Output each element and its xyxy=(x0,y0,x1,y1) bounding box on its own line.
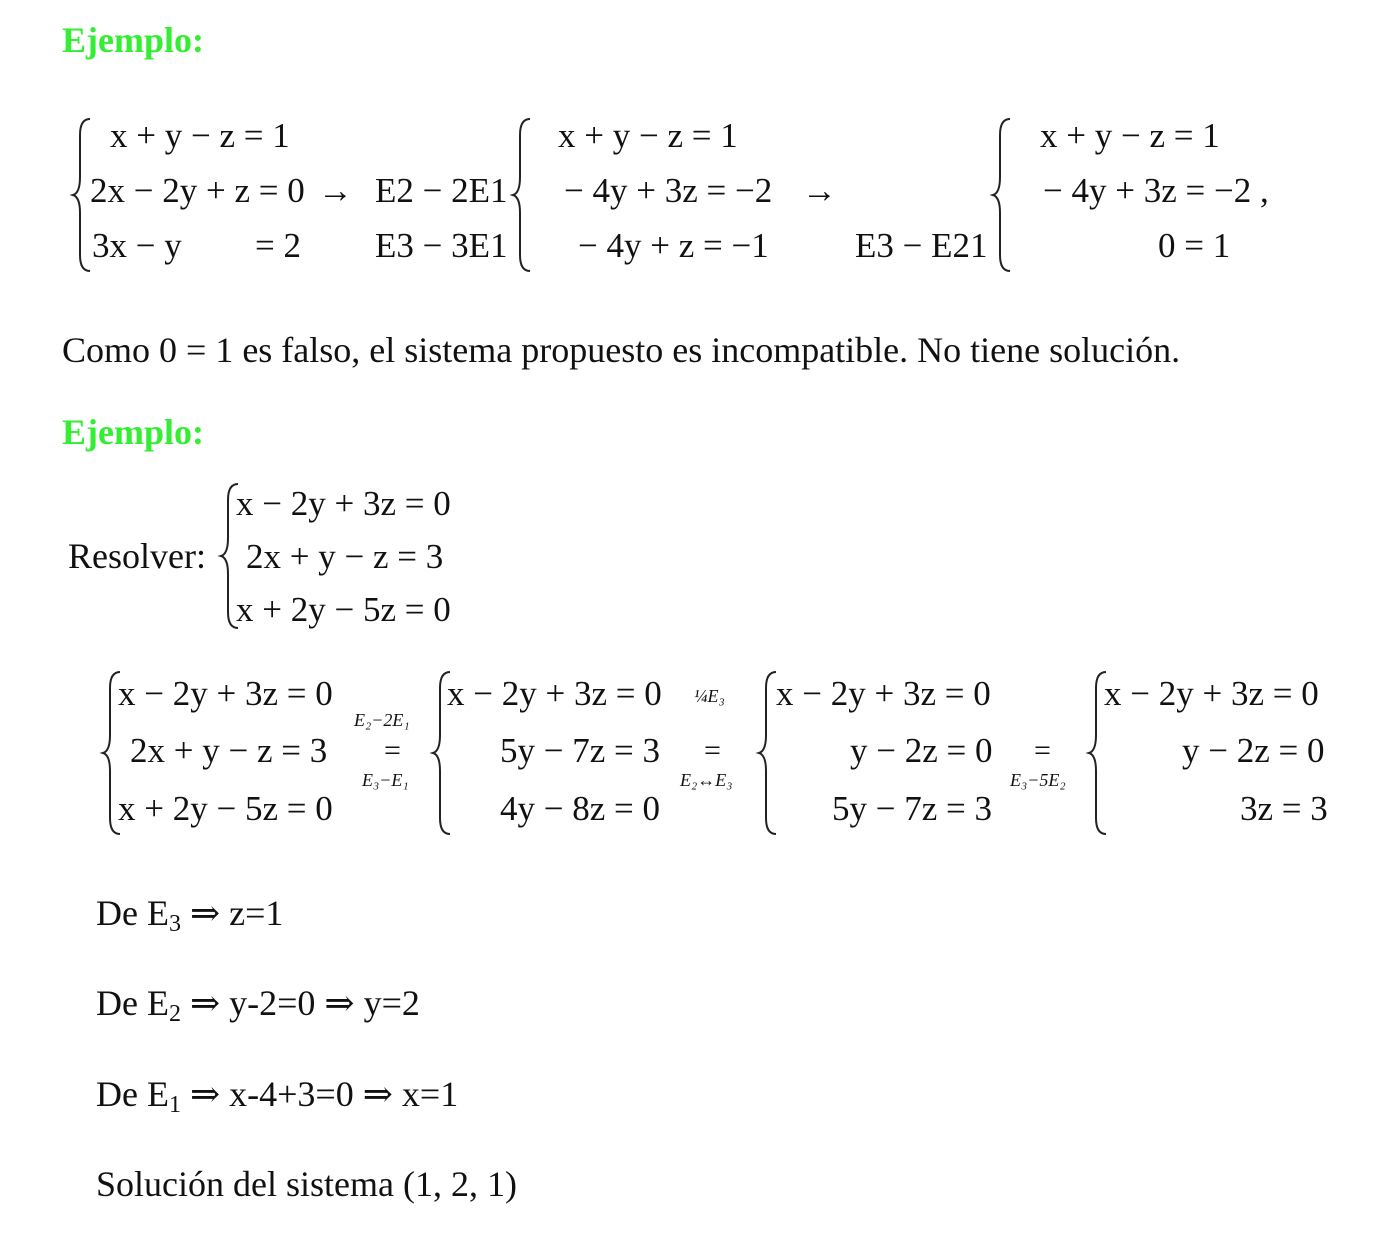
step-3-rest: ⇒ x-4+3=0 ⇒ x=1 xyxy=(180,1074,459,1114)
system-a-eq1: x + y − z = 1 xyxy=(110,116,290,155)
system-a-eq3-left: 3x − y xyxy=(92,226,182,265)
system-a-eq2: 2x − 2y + z = 0 xyxy=(90,171,305,210)
step-1-sub: 3 xyxy=(168,911,181,937)
chain-1-eq3: x + 2y − 5z = 0 xyxy=(118,789,333,828)
op-1-bottom: E₃−E₁ xyxy=(362,770,409,790)
op-2-bottom: E₂↔E₃ xyxy=(680,770,733,790)
arrow-1: → xyxy=(318,171,353,210)
op-2-top: ¼E₃ xyxy=(694,686,725,706)
system-c-eq3: 0 = 1 xyxy=(1158,226,1231,265)
chain-1-eq1: x − 2y + 3z = 0 xyxy=(118,674,333,713)
op-a-2: E3 − 3E1 xyxy=(375,226,508,265)
op-b: E3 − E21 xyxy=(855,226,988,265)
chain-3-eq3: 5y − 7z = 3 xyxy=(832,789,993,828)
resolver-eq2: 2x + y − z = 3 xyxy=(246,537,444,576)
chain-2-eq3: 4y − 8z = 0 xyxy=(500,789,661,828)
arrow-2: → xyxy=(802,171,837,210)
chain-3-eq1: x − 2y + 3z = 0 xyxy=(776,674,991,713)
left-brace-system-c xyxy=(990,115,1014,275)
op-1-equals: = xyxy=(384,734,401,767)
op-a-1: E2 − 2E1 xyxy=(375,171,508,210)
chain-1-eq2: 2x + y − z = 3 xyxy=(130,731,328,770)
step-1-rest: ⇒ z=1 xyxy=(180,893,284,933)
step-1 xyxy=(96,895,283,936)
example-heading-2: Ejemplo: xyxy=(62,412,204,452)
resolver-eq3: x + 2y − 5z = 0 xyxy=(236,590,451,629)
solution-text: Solución del sistema (1, 2, 1) xyxy=(96,1164,517,1204)
system-b-eq3: − 4y + z = −1 xyxy=(578,226,769,265)
step-2-de: De E xyxy=(96,983,169,1023)
resolver-eq1: x − 2y + 3z = 0 xyxy=(236,484,451,523)
conclusion-text: Como 0 = 1 es falso, el sistema propuesto es incompatible. No tiene solución. xyxy=(62,330,1181,370)
step-1-de: De E xyxy=(96,893,169,933)
resolver-label: Resolver: xyxy=(68,536,206,576)
op-3-bottom: E₃−5E₂ xyxy=(1010,770,1066,790)
step-3 xyxy=(96,1076,458,1117)
chain-4-eq2: y − 2z = 0 xyxy=(1182,731,1325,770)
system-b-eq2: − 4y + 3z = −2 xyxy=(564,171,773,210)
step-3-sub: 1 xyxy=(168,1092,181,1118)
system-a-eq3-right: = 2 xyxy=(255,226,301,265)
chain-3-eq2: y − 2z = 0 xyxy=(850,731,993,770)
op-1-top: E₂−2E₁ xyxy=(354,710,410,730)
op-2-equals: = xyxy=(704,734,721,767)
step-2 xyxy=(96,985,420,1026)
step-3-de: De E xyxy=(96,1074,169,1114)
system-c-eq2: − 4y + 3z = −2 , xyxy=(1043,171,1269,210)
chain-2-eq1: x − 2y + 3z = 0 xyxy=(447,674,662,713)
system-c-eq1: x + y − z = 1 xyxy=(1040,116,1220,155)
op-3-equals: = xyxy=(1034,734,1051,767)
chain-4-eq1: x − 2y + 3z = 0 xyxy=(1104,674,1319,713)
left-brace-system-b xyxy=(510,115,534,275)
example-heading-1: Ejemplo: xyxy=(62,20,204,60)
step-2-rest: ⇒ y-2=0 ⇒ y=2 xyxy=(180,983,420,1023)
chain-4-eq3: 3z = 3 xyxy=(1240,789,1328,828)
system-b-eq1: x + y − z = 1 xyxy=(558,116,738,155)
step-2-sub: 2 xyxy=(168,1001,181,1027)
chain-2-eq2: 5y − 7z = 3 xyxy=(500,731,661,770)
